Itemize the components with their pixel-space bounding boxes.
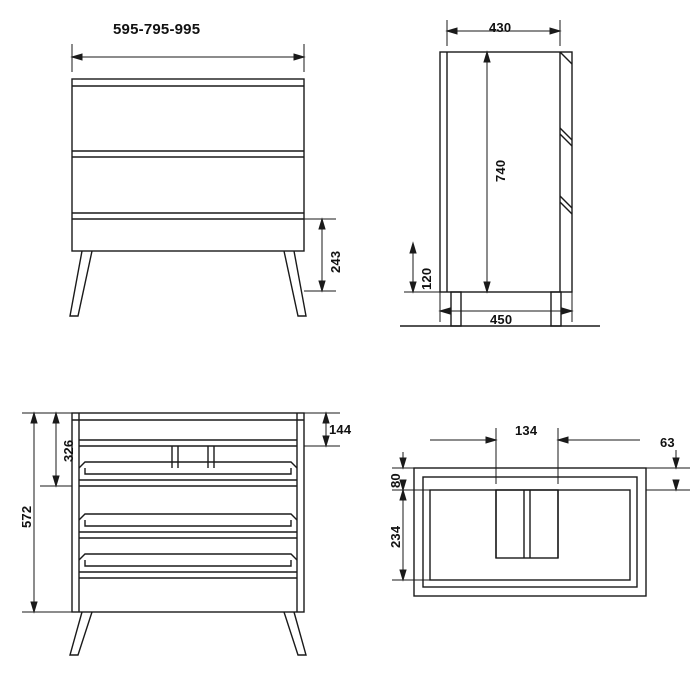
top-right-depth-label: 63	[660, 435, 675, 450]
front-width-label: 595-795-995	[113, 21, 201, 38]
front-drawer-height-label: 243	[328, 250, 343, 273]
front-open-total-height-label: 572	[19, 505, 34, 528]
front-open-upper-section-label: 326	[61, 439, 76, 462]
front-open-view-geometry	[70, 413, 306, 655]
front-width-dimension	[72, 44, 304, 72]
top-right-depth-dimension	[646, 450, 690, 490]
top-front-band-label: 80	[388, 473, 403, 488]
front-view-geometry	[70, 79, 306, 316]
front-open-top-gap-label: 144	[329, 422, 352, 437]
side-body-height-label: 740	[493, 159, 508, 182]
side-depth-top-label: 430	[489, 20, 512, 35]
top-inner-depth-label: 234	[388, 525, 403, 548]
top-inner-width-label: 134	[515, 423, 538, 438]
side-depth-bottom-label: 450	[490, 312, 513, 327]
side-leg-height-label: 120	[419, 267, 434, 290]
side-body-height-dimension	[447, 52, 495, 292]
top-view-geometry	[414, 468, 646, 596]
